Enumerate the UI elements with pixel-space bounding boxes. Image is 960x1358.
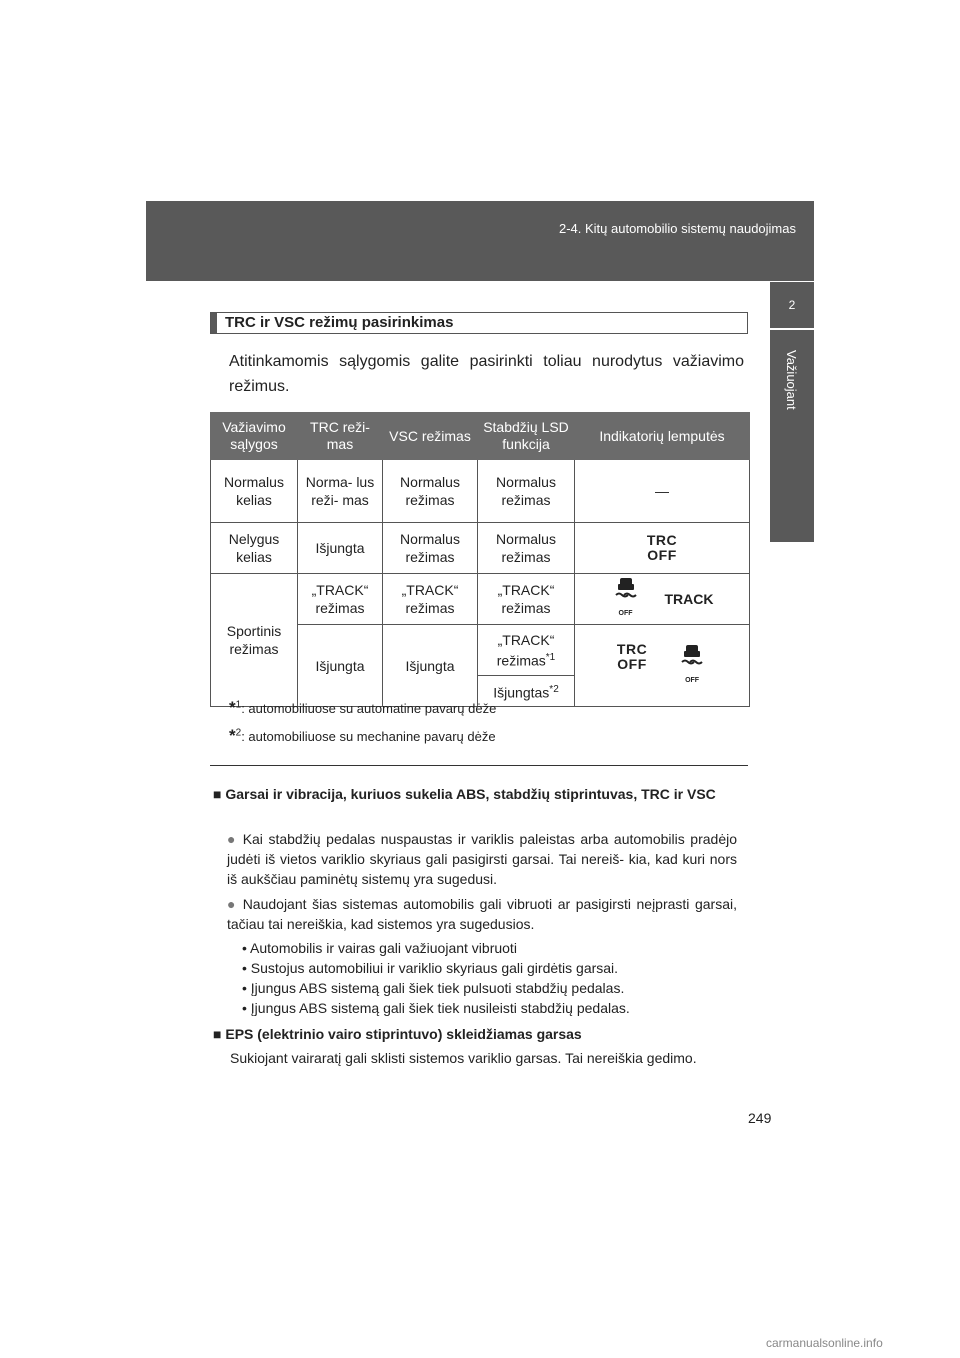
- page-number: 249: [748, 1110, 772, 1126]
- off-small-label: OFF: [685, 676, 700, 684]
- cell-text: „TRACK“ režimas: [496, 631, 555, 669]
- footnote-number: 2: [235, 727, 242, 739]
- table-cell: —: [575, 460, 750, 523]
- dot-text: Naudojant šias sistemas automobilis gali vibruoti ar pasigirsti neįprasti garsai, tačiau tai nereiškia, kad sistemos yra sugedusios.: [227, 896, 737, 932]
- table-cell: „TRACK“ režimas: [383, 574, 478, 625]
- footnote-ref-2: *2: [549, 683, 559, 695]
- bullet-icon: •: [242, 940, 247, 956]
- trc-label: TRC: [646, 531, 678, 548]
- table-cell: Normalus kelias: [211, 460, 298, 523]
- modes-table: [210, 412, 750, 707]
- table-row: [211, 460, 750, 523]
- section-title: 2-4. Kitų automobilio sistemų naudojimas: [558, 221, 796, 236]
- table-cell: „TRACK“ režimas: [298, 574, 383, 625]
- col-header: Stabdžių LSD funkcija: [478, 413, 575, 460]
- note-title: Garsai ir vibracija, kuriuos sukelia ABS, stabdžių stiprintuvas, TRC ir VSC: [225, 786, 716, 802]
- cell-text: Išjungtas: [493, 684, 550, 701]
- list-item-text: Įjungus ABS sistemą gali šiek tiek pulsuoti stabdžių pedalas.: [250, 980, 625, 996]
- indicator-cell: [575, 574, 750, 625]
- table-cell: Normalus režimas: [383, 523, 478, 574]
- col-header: Važiavimo sąlygos: [211, 413, 298, 460]
- dot-paragraph-2: [227, 894, 737, 934]
- footnote-star: *: [229, 698, 236, 717]
- indicator-cell: [575, 625, 750, 707]
- note-heading-2: [213, 1024, 748, 1044]
- intro-paragraph: Atitinkamomis sąlygomis galite pasirinkti toliau nurodytus važiavimo režimus.: [229, 353, 744, 395]
- table-cell: Norma- lus reži- mas: [298, 460, 383, 523]
- table-cell: Normalus režimas: [478, 460, 575, 523]
- table-cell: Nelygus kelias: [211, 523, 298, 574]
- note-heading-1: [213, 784, 748, 804]
- table-cell: [478, 625, 575, 676]
- header-band: [146, 201, 814, 281]
- bullet-icon: •: [242, 980, 247, 996]
- off-small-label: OFF: [618, 610, 633, 617]
- table-cell: Išjungta: [298, 625, 383, 707]
- col-header: VSC režimas: [383, 413, 478, 460]
- table-row: [211, 574, 750, 625]
- dot-text: Kai stabdžių pedalas nuspaustas ir variklis paleistas arba automobilis pradėjo judėti iš vietos variklio skyriaus gali pasigirsti garsai. Tai nereiš- kia, kad kuri nors iš aukščiau paminėtų sistemų yra sugedusi.: [227, 831, 737, 887]
- table-cell: Išjungta: [298, 523, 383, 574]
- trc-label: TRC: [616, 641, 648, 658]
- list-item: [242, 939, 517, 958]
- footnote-1: [229, 698, 496, 718]
- watermark: carmanualsonline.info: [766, 1336, 883, 1350]
- col-header: TRC reži- mas: [298, 413, 383, 460]
- table-cell: „TRACK“ režimas: [478, 574, 575, 625]
- bullet-icon: •: [242, 1000, 247, 1016]
- dot-bullet-icon: ●: [227, 896, 238, 912]
- trc-off-indicator-icon: [647, 533, 677, 563]
- table-cell: Išjungta: [383, 625, 478, 707]
- table-row: [211, 523, 750, 574]
- dot-bullet-icon: ●: [227, 831, 238, 847]
- footnote-number: 1: [235, 699, 242, 711]
- dot-paragraph-1: [227, 829, 737, 889]
- list-item: [242, 959, 618, 978]
- square-bullet-icon: ■: [213, 786, 222, 802]
- footnote-text: : automobiliuose su mechanine pavarų dėže: [241, 729, 496, 744]
- bullet-icon: •: [242, 960, 247, 976]
- chapter-side-tab: [770, 330, 814, 542]
- chapter-number-tab: 2: [770, 282, 814, 328]
- col-header: Indikatorių lemputės: [575, 413, 750, 460]
- off-label: OFF: [617, 656, 647, 673]
- note-title: EPS (elektrinio vairo stiprintuvo) skleidžiamas garsas: [225, 1026, 582, 1042]
- footnote-ref-1: *1: [545, 651, 556, 663]
- indicator-cell: [575, 523, 750, 574]
- trc-off-indicator-icon: [617, 642, 647, 672]
- off-label: OFF: [647, 546, 677, 563]
- list-item: [242, 999, 630, 1018]
- section-divider: [210, 765, 748, 766]
- square-bullet-icon: ■: [213, 1026, 222, 1042]
- note-paragraph-2: Sukiojant vairaratį gali sklisti sistemos variklio garsas. Tai nereiškia gedimo.: [230, 1050, 697, 1066]
- footnote-star: *: [229, 726, 236, 745]
- footnote-2: [229, 726, 496, 746]
- table-header-row: [211, 413, 750, 460]
- list-item-text: Sustojus automobiliui ir variklio skyriaus gali girdėtis garsai.: [250, 960, 619, 976]
- table-cell: Normalus režimas: [478, 523, 575, 574]
- table-cell: Normalus režimas: [383, 460, 478, 523]
- list-item-text: Įjungus ABS sistemą gali šiek tiek nusileisti stabdžių pedalas.: [250, 1000, 630, 1016]
- track-indicator-label: TRACK: [664, 591, 714, 607]
- section-heading: TRC ir VSC režimų pasirinkimas: [210, 312, 748, 334]
- list-item: [242, 979, 624, 998]
- vsc-off-car-icon: [677, 642, 707, 690]
- footnote-text: : automobiliuose su automatine pavarų dėže: [241, 701, 497, 716]
- chapter-label: Važiuojant: [784, 350, 799, 410]
- table-cell: Sportinis režimas: [211, 574, 298, 707]
- vsc-off-car-icon: [611, 575, 641, 623]
- list-item-text: Automobilis ir vairas gali važiuojant vibruoti: [250, 940, 517, 956]
